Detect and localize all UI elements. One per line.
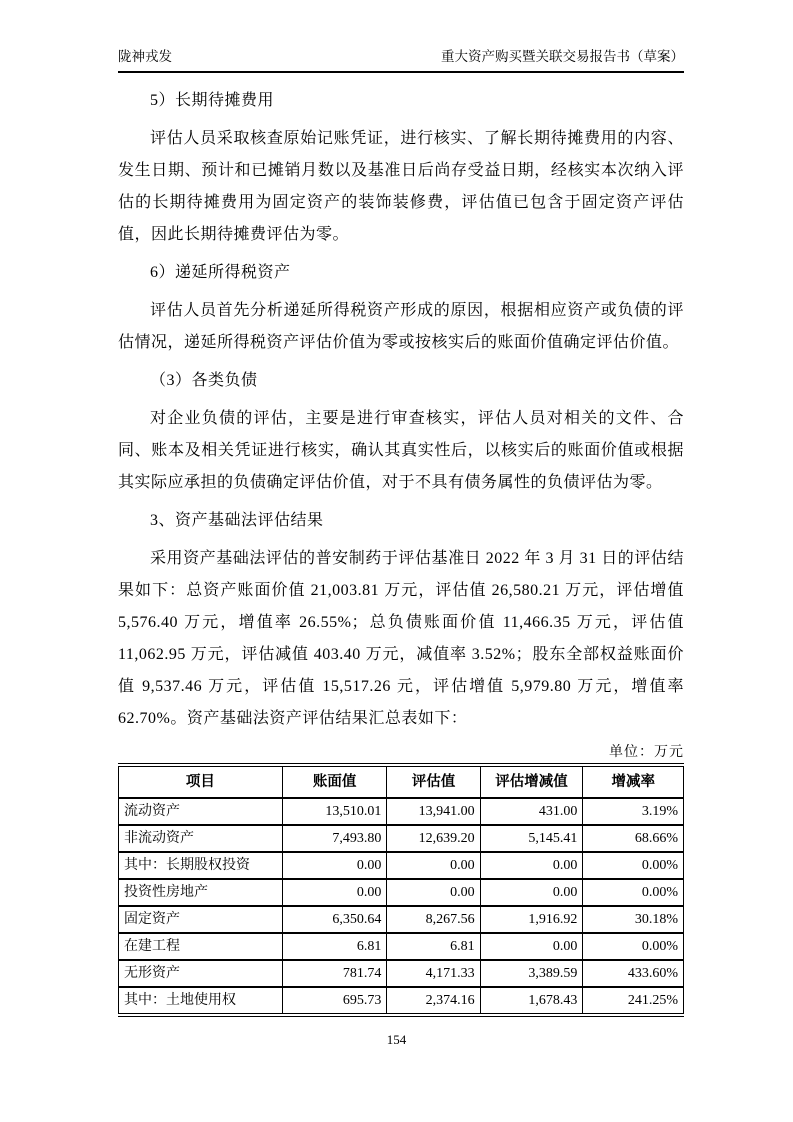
cell-book-value: 0.00 — [282, 879, 387, 906]
table-row — [119, 852, 684, 879]
heading-asset-based-result: 3、资产基础法评估结果 — [150, 512, 324, 529]
table-header-row — [119, 765, 684, 798]
table-row — [119, 987, 684, 1015]
cell-book-value: 6.81 — [282, 933, 387, 960]
cell-book-value: 13,510.01 — [282, 798, 387, 825]
cell-item: 非流动资产 — [119, 825, 283, 852]
header-document-title: 重大资产购买暨关联交易报告书（草案） — [441, 49, 684, 64]
cell-change-rate: 433.60% — [583, 960, 684, 987]
cell-book-value: 781.74 — [282, 960, 387, 987]
cell-change: 1,916.92 — [480, 906, 583, 933]
paragraph-asset-based-result: 采用资产基础法评估的普安制药于评估基准日 2022 年 3 月 31 日的评估结果如下：总资产账面价值 21,003.81 万元，评估值 26,580.21 万元，评估增值 5,576.40 万元，增值率 26.55%；总负债账面价值 11,466.35 万元，评估值 11,062.95 万元，评估减值 403.40 万元，减值率 3.52%；股东全部权益账面价值 9,537.46 万元，评估值 15,517.26 元，评估增值 5,979.80 万元，增值率 62.70%。资产基础法资产评估结果汇总表如下： — [118, 550, 684, 727]
cell-book-value: 695.73 — [282, 987, 387, 1015]
page-content — [118, 48, 684, 1017]
heading-deferred-expenses: 5）长期待摊费用 — [150, 92, 275, 109]
table-row — [119, 879, 684, 906]
cell-change: 431.00 — [480, 798, 583, 825]
table-row — [119, 798, 684, 825]
cell-change: 5,145.41 — [480, 825, 583, 852]
cell-item: 其中：土地使用权 — [119, 987, 283, 1015]
cell-change-rate: 68.66% — [583, 825, 684, 852]
cell-change: 3,389.59 — [480, 960, 583, 987]
cell-change-rate: 0.00% — [583, 852, 684, 879]
page-number: 154 — [386, 1032, 407, 1047]
paragraph-liabilities: 对企业负债的评估，主要是进行审查核实，评估人员对相关的文件、合同、账本及相关凭证进行核实，确认其真实性后，以核实后的账面价值或根据其实际应承担的负债确定评估价值，对于不具有债务属性的负债评估为零。 — [118, 410, 684, 491]
cell-item: 投资性房地产 — [119, 879, 283, 906]
column-header-change-rate: 增减率 — [583, 765, 684, 798]
heading-liabilities: （3）各类负债 — [150, 372, 258, 389]
asset-appraisal-summary-table — [118, 763, 684, 1017]
column-header-appraised-value: 评估值 — [387, 765, 480, 798]
cell-appraised-value: 4,171.33 — [387, 960, 480, 987]
cell-change-rate: 241.25% — [583, 987, 684, 1015]
cell-appraised-value: 6.81 — [387, 933, 480, 960]
cell-appraised-value: 12,639.20 — [387, 825, 480, 852]
table-unit-label: 单位：万元 — [609, 745, 684, 760]
cell-change-rate: 3.19% — [583, 798, 684, 825]
cell-change-rate: 0.00% — [583, 933, 684, 960]
column-header-change: 评估增减值 — [480, 765, 583, 798]
header-company-name: 陇神戎发 — [118, 49, 172, 64]
cell-change: 0.00 — [480, 879, 583, 906]
cell-book-value: 6,350.64 — [282, 906, 387, 933]
cell-change: 0.00 — [480, 933, 583, 960]
cell-appraised-value: 13,941.00 — [387, 798, 480, 825]
cell-change: 0.00 — [480, 852, 583, 879]
cell-change-rate: 30.18% — [583, 906, 684, 933]
table-row — [119, 906, 684, 933]
body-text — [118, 85, 684, 735]
cell-book-value: 0.00 — [282, 852, 387, 879]
cell-item: 在建工程 — [119, 933, 283, 960]
cell-appraised-value: 2,374.16 — [387, 987, 480, 1015]
cell-book-value: 7,493.80 — [282, 825, 387, 852]
heading-deferred-tax: 6）递延所得税资产 — [150, 264, 291, 281]
table-row — [119, 825, 684, 852]
paragraph-deferred-tax: 评估人员首先分析递延所得税资产形成的原因，根据相应资产或负债的评估情况，递延所得税资产评估价值为零或按核实后的账面价值确定评估价值。 — [118, 302, 684, 351]
paragraph-deferred-expenses: 评估人员采取核查原始记账凭证，进行核实、了解长期待摊费用的内容、发生日期、预计和已摊销月数以及基准日后尚存受益日期，经核实本次纳入评估的长期待摊费用为固定资产的装饰装修费，评估值已包含于固定资产评估值，因此长期待摊费评估为零。 — [118, 130, 684, 243]
cell-appraised-value: 0.00 — [387, 852, 480, 879]
cell-appraised-value: 8,267.56 — [387, 906, 480, 933]
column-header-item: 项目 — [119, 765, 283, 798]
table-row — [119, 960, 684, 987]
column-header-book-value: 账面值 — [282, 765, 387, 798]
cell-change: 1,678.43 — [480, 987, 583, 1015]
running-header — [118, 48, 684, 73]
cell-item: 固定资产 — [119, 906, 283, 933]
cell-item: 无形资产 — [119, 960, 283, 987]
table-row — [119, 933, 684, 960]
cell-item: 其中：长期股权投资 — [119, 852, 283, 879]
cell-change-rate: 0.00% — [583, 879, 684, 906]
cell-item: 流动资产 — [119, 798, 283, 825]
cell-appraised-value: 0.00 — [387, 879, 480, 906]
